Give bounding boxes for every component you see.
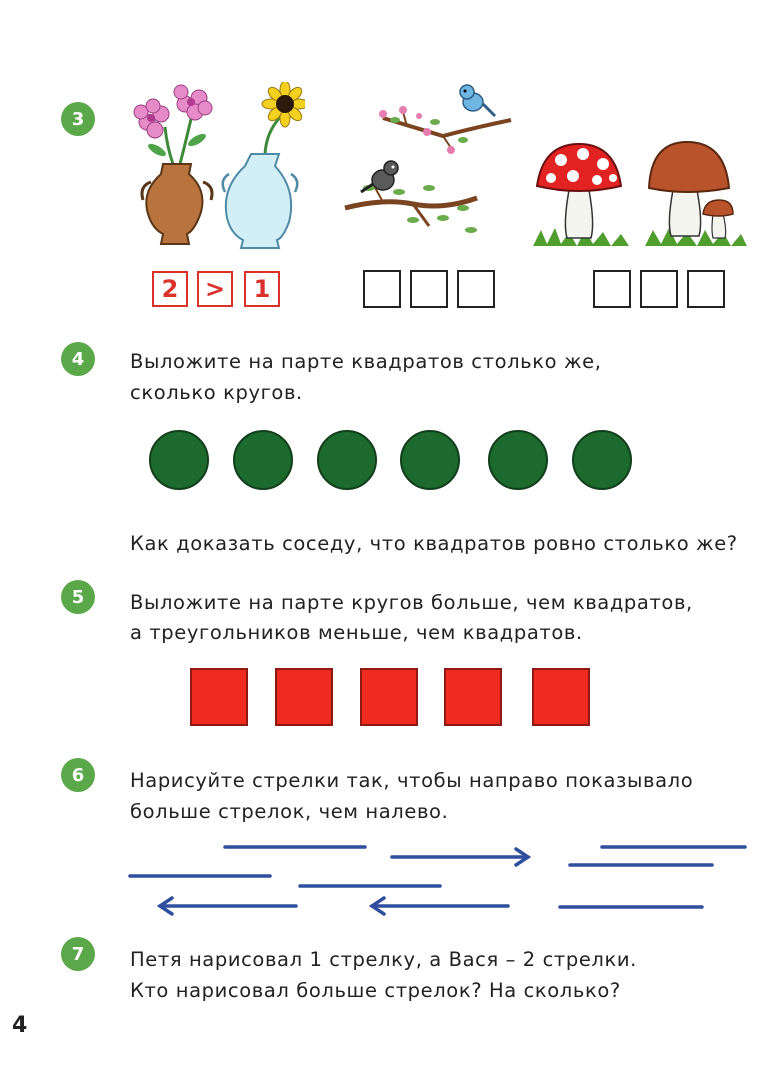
mushrooms-illustration [533,138,748,250]
arrows-area[interactable] [120,836,750,921]
task-3-number: 3 [61,102,95,136]
compare-box-right[interactable]: 1 [244,271,280,307]
green-circle [317,430,377,490]
compare-box-birds-left[interactable] [363,270,401,308]
compare-box-birds-sign[interactable] [410,270,448,308]
compare-box-mushrooms-right[interactable] [687,270,725,308]
compare-box-left[interactable]: 2 [152,271,188,307]
red-square [444,668,502,726]
task-4-line-1: Выложите на парте квадратов столько же, [130,350,602,373]
task-5-line-2: а треугольников меньше, чем квадратов. [130,621,583,644]
compare-box-birds-right[interactable] [457,270,495,308]
vases-with-flowers-illustration [125,82,305,252]
task-7-number: 7 [61,937,95,971]
green-circle [488,430,548,490]
red-square [360,668,418,726]
task-6-number: 6 [61,758,95,792]
green-circle [572,430,632,490]
page-number: 4 [12,1013,28,1038]
task-4-line-2: сколько кругов. [130,381,303,404]
red-square [190,668,248,726]
green-circle [233,430,293,490]
task-5-line-1: Выложите на парте кругов больше, чем квадратов, [130,591,693,614]
compare-box-sign[interactable]: > [197,271,233,307]
green-circle [149,430,209,490]
compare-box-mushrooms-sign[interactable] [640,270,678,308]
birds-on-branches-illustration [343,80,513,250]
task-4-number: 4 [61,342,95,376]
red-square [532,668,590,726]
task-6-line-2: больше стрелок, чем налево. [130,800,449,823]
task-4-question: Как доказать соседу, что квадратов ровно столько же? [130,532,738,555]
task-6-line-1: Нарисуйте стрелки так, чтобы направо показывало [130,769,694,792]
compare-box-mushrooms-left[interactable] [593,270,631,308]
task-7-line-2: Кто нарисовал больше стрелок? На сколько? [130,979,621,1002]
green-circle [400,430,460,490]
task-5-number: 5 [61,580,95,614]
task-7-line-1: Петя нарисовал 1 стрелку, а Вася – 2 стрелки. [130,948,637,971]
red-square [275,668,333,726]
